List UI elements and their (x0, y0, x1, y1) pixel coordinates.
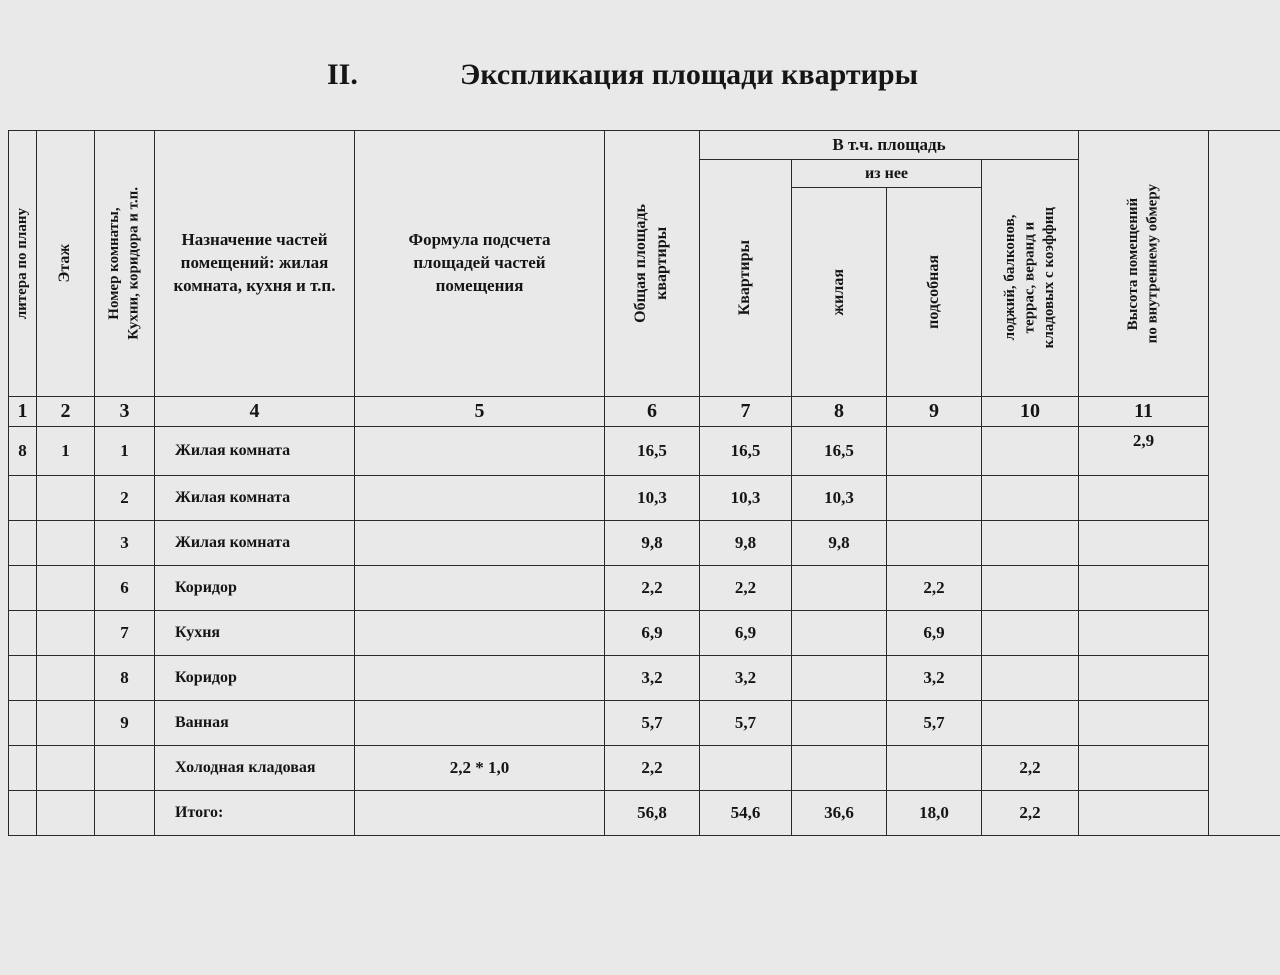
cell-living-area: 9,8 (792, 521, 887, 566)
cell-room-number: 6 (95, 566, 155, 611)
header-living: жилая (792, 188, 887, 397)
cell-room-name: Холодная кладовая (155, 746, 355, 791)
cell-room-number: 9 (95, 701, 155, 746)
cell-litera (9, 656, 37, 701)
header-floor: Этаж (37, 131, 95, 397)
cell-room-number: 2 (95, 476, 155, 521)
cell-floor: 1 (37, 427, 95, 476)
cell-total-area: 3,2 (605, 656, 700, 701)
cell-room-number (95, 746, 155, 791)
cell-loggia-area (982, 476, 1079, 521)
cell-living-area: 10,3 (792, 476, 887, 521)
cell-formula: 2,2 * 1,0 (355, 746, 605, 791)
cell-loggia-area (982, 521, 1079, 566)
col-num: 10 (982, 397, 1079, 427)
cell-auxiliary-area (887, 476, 982, 521)
cell-floor (37, 701, 95, 746)
cell-apartment-area: 3,2 (700, 656, 792, 701)
cell-height (1079, 611, 1209, 656)
cell-room-name: Жилая комната (155, 476, 355, 521)
cell-total-area: 56,8 (605, 791, 700, 836)
col-num: 5 (355, 397, 605, 427)
cell-height (1079, 656, 1209, 701)
explication-table (8, 130, 1280, 836)
cell-loggia-area (982, 701, 1079, 746)
cell-total-area: 2,2 (605, 566, 700, 611)
cell-litera (9, 476, 37, 521)
table-row-total (9, 791, 1280, 836)
cell-formula (355, 521, 605, 566)
header-height: Высота помещений по внутреннему обмеру (1079, 131, 1209, 397)
cell-auxiliary-area: 3,2 (887, 656, 982, 701)
header-auxiliary: подсобная (887, 188, 982, 397)
cell-living-area (792, 746, 887, 791)
cell-living-area (792, 611, 887, 656)
cell-apartment-area (700, 746, 792, 791)
col-num: 4 (155, 397, 355, 427)
table-row (9, 476, 1280, 521)
col-num: 9 (887, 397, 982, 427)
cell-formula (355, 566, 605, 611)
cell-formula (355, 476, 605, 521)
cell-floor (37, 476, 95, 521)
cell-floor (37, 611, 95, 656)
table-row (9, 611, 1280, 656)
cell-auxiliary-area (887, 427, 982, 476)
cell-total-area: 10,3 (605, 476, 700, 521)
column-numbers-row (9, 397, 1280, 427)
cell-auxiliary-area: 2,2 (887, 566, 982, 611)
col-num: 3 (95, 397, 155, 427)
cell-total-area: 6,9 (605, 611, 700, 656)
header-room-number: Номер комнаты, Кухни, коридора и т.п. (95, 131, 155, 397)
cell-apartment-area: 16,5 (700, 427, 792, 476)
cell-apartment-area: 6,9 (700, 611, 792, 656)
col-num: 11 (1079, 397, 1209, 427)
cell-room-name: Коридор (155, 566, 355, 611)
cell-total-area: 16,5 (605, 427, 700, 476)
cell-litera (9, 791, 37, 836)
cell-litera (9, 701, 37, 746)
cell-total-area: 9,8 (605, 521, 700, 566)
cell-floor (37, 791, 95, 836)
cell-room-number: 1 (95, 427, 155, 476)
cell-room-number (95, 791, 155, 836)
cell-apartment-area: 54,6 (700, 791, 792, 836)
header-loggia: лоджий, балконов, террас, веранд и кладовых с коэффиц (982, 160, 1079, 397)
cell-formula (355, 791, 605, 836)
cell-loggia-area (982, 566, 1079, 611)
col-num: 1 (9, 397, 37, 427)
cell-room-name: Кухня (155, 611, 355, 656)
table-row (9, 566, 1280, 611)
cell-litera (9, 521, 37, 566)
cell-room-number: 7 (95, 611, 155, 656)
cell-total-area: 2,2 (605, 746, 700, 791)
cell-total-area: 5,7 (605, 701, 700, 746)
cell-loggia-area: 2,2 (982, 746, 1079, 791)
cell-litera (9, 746, 37, 791)
table-row (9, 701, 1280, 746)
cell-formula (355, 611, 605, 656)
table-row (9, 427, 1280, 476)
table-row (9, 521, 1280, 566)
col-num: 6 (605, 397, 700, 427)
cell-room-number: 8 (95, 656, 155, 701)
cell-apartment-area: 9,8 (700, 521, 792, 566)
cell-room-name: Жилая комната (155, 427, 355, 476)
col-num: 7 (700, 397, 792, 427)
document-title (0, 58, 1280, 102)
header-group-including: В т.ч. площадь (700, 131, 1079, 160)
table-row (9, 746, 1280, 791)
cell-auxiliary-area: 5,7 (887, 701, 982, 746)
cell-loggia-area (982, 611, 1079, 656)
table-row (9, 656, 1280, 701)
cell-living-area (792, 656, 887, 701)
cell-living-area: 16,5 (792, 427, 887, 476)
header-subgroup: из нее (792, 160, 982, 188)
header-row-1 (9, 131, 1280, 160)
cell-auxiliary-area (887, 521, 982, 566)
cell-formula (355, 427, 605, 476)
cell-loggia-area (982, 427, 1079, 476)
section-title: Экспликация площади квартиры (460, 58, 919, 91)
cell-living-area: 36,6 (792, 791, 887, 836)
header-litera: литера по плану (9, 131, 37, 397)
header-total-area: Общая площадь квартиры (605, 131, 700, 397)
col-num: 8 (792, 397, 887, 427)
cell-floor (37, 566, 95, 611)
section-number: II. (327, 58, 358, 91)
cell-height (1079, 566, 1209, 611)
cell-auxiliary-area: 18,0 (887, 791, 982, 836)
cell-height (1079, 746, 1209, 791)
cell-height (1079, 701, 1209, 746)
header-apartment: Квартиры (700, 160, 792, 397)
cell-room-number: 3 (95, 521, 155, 566)
cell-litera (9, 611, 37, 656)
cell-room-name: Коридор (155, 656, 355, 701)
cell-living-area (792, 566, 887, 611)
cell-auxiliary-area (887, 746, 982, 791)
cell-litera: 8 (9, 427, 37, 476)
cell-formula (355, 701, 605, 746)
header-purpose: Назначение частей помещений: жилая комната, кухня и т.п. (155, 131, 355, 397)
cell-height (1079, 791, 1209, 836)
cell-apartment-area: 5,7 (700, 701, 792, 746)
cell-living-area (792, 701, 887, 746)
cell-room-name: Жилая комната (155, 521, 355, 566)
cell-formula (355, 656, 605, 701)
cell-room-name: Ванная (155, 701, 355, 746)
cell-height: 2,9 (1079, 427, 1209, 476)
col-num: 2 (37, 397, 95, 427)
cell-apartment-area: 10,3 (700, 476, 792, 521)
cell-loggia-area (982, 656, 1079, 701)
header-formula: Формула подсчета площадей частей помещения (355, 131, 605, 397)
cell-height (1079, 476, 1209, 521)
cell-apartment-area: 2,2 (700, 566, 792, 611)
cell-litera (9, 566, 37, 611)
cell-loggia-area: 2,2 (982, 791, 1079, 836)
cell-floor (37, 746, 95, 791)
cell-floor (37, 521, 95, 566)
cell-height (1079, 521, 1209, 566)
cell-auxiliary-area: 6,9 (887, 611, 982, 656)
cell-total-label: Итого: (155, 791, 355, 836)
blank-column (1209, 131, 1280, 836)
cell-floor (37, 656, 95, 701)
